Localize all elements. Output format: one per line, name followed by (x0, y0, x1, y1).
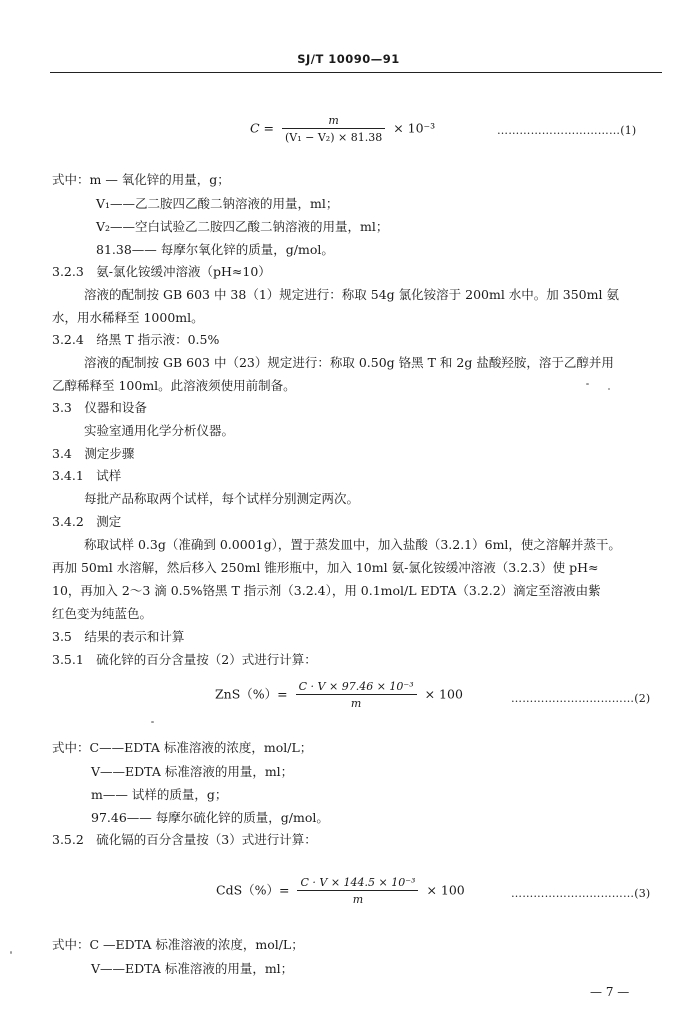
def1-intro: 式中：m — 氧化锌的用量，g； (52, 172, 230, 187)
section-3-5-heading: 3.5 结果的表示和计算 (52, 629, 185, 644)
section-3-4-1-heading: 3.4.1 试样 (52, 468, 122, 483)
section-3-2-3-heading: 3.2.3 氨-氯化铵缓冲溶液（pH≈10） (52, 264, 271, 279)
section-3-2-4-text-1: 溶液的配制按 GB 603 中（23）规定进行：称取 0.50g 铬黑 T 和 2g 盐酸羟胺，溶于乙醇并用 (84, 355, 614, 370)
formula-1-lhs: C = (250, 120, 275, 136)
page-number: — 7 — (590, 985, 630, 999)
section-3-2-4-heading: 3.2.4 络黑 T 指示液：0.5% (52, 332, 220, 347)
section-3-4-heading: 3.4 测定步骤 (52, 446, 135, 461)
section-3-4-2-text-2: 再加 50ml 水溶解，然后移入 250ml 锥形瓶中，加入 10ml 氨-氯化铵缓冲溶液（3.2.3）使 pH≈ (52, 560, 599, 575)
def2-molar: 97.46—— 每摩尔硫化锌的质量，g/mol。 (91, 810, 329, 825)
def1-molar: 81.38—— 每摩尔氧化锌的质量，g/mol。 (96, 242, 334, 257)
section-3-5-2-heading: 3.5.2 硫化镉的百分含量按（3）式进行计算： (52, 832, 317, 847)
formula-3-fraction (297, 876, 418, 906)
section-3-4-1-text: 每批产品称取两个试样，每个试样分别测定两次。 (84, 491, 360, 506)
header-rule (50, 72, 662, 73)
formula-2-denominator: m (296, 694, 417, 710)
def2-c: 式中：C——EDTA 标准溶液的浓度，mol/L； (52, 740, 313, 755)
section-3-2-3-text-2: 水，用水稀释至 1000ml。 (52, 310, 204, 325)
formula-1-number: ……………………………(1) (497, 124, 637, 137)
def1-v1: V₁——乙二胺四乙酸二钠溶液的用量，ml； (96, 196, 339, 211)
formula-3-number: ……………………………(3) (511, 887, 651, 900)
section-3-3-heading: 3.3 仪器和设备 (52, 400, 147, 415)
section-3-4-2-text-1: 称取试样 0.3g（准确到 0.0001g），置于蒸发皿中，加入盐酸（3.2.1）6ml，使之溶解并蒸干。 (84, 537, 621, 552)
scan-speck (151, 721, 154, 723)
section-3-4-2-heading: 3.4.2 测定 (52, 514, 122, 529)
formula-1-numerator: m (328, 114, 339, 127)
formula-3-lhs: CdS（%）= (216, 882, 290, 898)
scan-speck (586, 383, 589, 385)
formula-2-numerator: C · V × 97.46 × 10⁻³ (298, 680, 414, 693)
section-3-4-2-text-3: 10，再加入 2～3 滴 0.5%铬黑 T 指示剂（3.2.4），用 0.1mol/L EDTA（3.2.2）滴定至溶液由紫 (52, 583, 601, 598)
section-3-2-4-text-2: 乙醇稀释至 100ml。此溶液须使用前制备。 (52, 378, 296, 393)
def2-v: V——EDTA 标准溶液的用量，ml； (91, 764, 294, 779)
formula-1-tail: × 10⁻³ (393, 120, 436, 136)
section-3-2-3-text-1: 溶液的配制按 GB 603 中 38（1）规定进行：称取 54g 氯化铵溶于 200ml 水中。加 350ml 氨 (84, 287, 619, 302)
formula-2-number: ……………………………(2) (511, 692, 651, 705)
def1-v2: V₂——空白试验乙二胺四乙酸二钠溶液的用量，ml； (96, 219, 389, 234)
formula-1-fraction (282, 114, 385, 144)
def2-m: m—— 试样的质量，g； (91, 787, 228, 802)
formula-2-fraction (296, 680, 417, 710)
formula-3-tail: × 100 (426, 882, 465, 898)
def3-c: 式中：C —EDTA 标准溶液的浓度，mol/L； (52, 937, 304, 952)
formula-1 (250, 114, 435, 144)
formula-3-denominator: m (297, 890, 418, 906)
formula-3 (216, 876, 465, 906)
section-3-4-2-text-4: 红色变为纯蓝色。 (52, 606, 153, 621)
section-3-3-text: 实验室通用化学分析仪器。 (84, 423, 235, 438)
section-3-5-1-heading: 3.5.1 硫化锌的百分含量按（2）式进行计算： (52, 652, 317, 667)
formula-2 (215, 680, 463, 710)
formula-1-denominator: (V₁ − V₂) × 81.38 (282, 128, 385, 144)
formula-2-tail: × 100 (424, 686, 463, 702)
def3-v: V——EDTA 标准溶液的用量，ml； (91, 961, 294, 976)
standard-number: SJ/T 10090—91 (297, 52, 400, 66)
formula-2-lhs: ZnS（%）= (215, 686, 288, 702)
formula-3-numerator: C · V × 144.5 × 10⁻³ (300, 876, 416, 889)
scan-speck (10, 951, 12, 954)
scan-speck (608, 388, 610, 390)
